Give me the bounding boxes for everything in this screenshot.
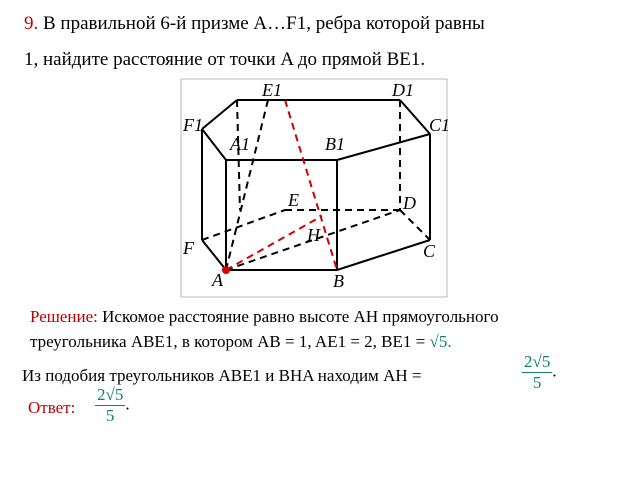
solution-line-2 bbox=[30, 332, 452, 352]
ah-numerator: 2√5 bbox=[524, 352, 551, 371]
solution-line-1 bbox=[30, 307, 499, 327]
answer-fraction: $\frac{2√5}{5}$ . bbox=[97, 385, 130, 425]
solution-line-3 bbox=[22, 366, 421, 386]
ah-fraction: $\frac{2√5}{5}$ . bbox=[524, 352, 557, 392]
label-e: E bbox=[288, 190, 299, 210]
label-b: B bbox=[333, 271, 344, 291]
label-a1: A1 bbox=[230, 134, 250, 154]
answer-line bbox=[28, 398, 75, 418]
problem-line-1 bbox=[24, 6, 630, 42]
point-a-marker bbox=[222, 266, 230, 274]
answer-numerator: 2√5 bbox=[97, 385, 124, 404]
label-b1: B1 bbox=[325, 134, 345, 154]
answer-label: Ответ: bbox=[28, 398, 76, 417]
label-c: C bbox=[423, 241, 436, 261]
label-f1: F1 bbox=[183, 115, 203, 135]
problem-text-1: В правильной 6-й призме A…F1, ребра которой равны bbox=[43, 13, 485, 34]
label-d: D bbox=[403, 193, 416, 213]
label-e1: E1 bbox=[262, 80, 282, 100]
solution-text-2: треугольника ABE1, в котором AB = 1, AE1 = 2, BE1 = bbox=[30, 332, 426, 351]
problem-statement bbox=[24, 6, 630, 78]
ah-denominator: 5 bbox=[532, 373, 542, 392]
solution-label: Решение: bbox=[30, 307, 98, 326]
problem-number: 9. bbox=[24, 13, 39, 34]
label-a: A bbox=[212, 270, 223, 290]
answer-denominator: 5 bbox=[105, 406, 115, 425]
be1-value: √5. bbox=[429, 332, 452, 351]
solution-text-1: Искомое расстояние равно высоте AH прямоугольного bbox=[102, 307, 499, 326]
label-d1: D1 bbox=[392, 80, 414, 100]
solution-text-3: Из подобия треугольников ABE1 и BHA находим AH = bbox=[22, 366, 422, 385]
prism-figure bbox=[180, 78, 450, 300]
label-c1: C1 bbox=[429, 115, 450, 135]
problem-line-2: 1, найдите расстояние от точки A до прямой BE1. bbox=[24, 49, 426, 70]
label-h: H bbox=[307, 225, 320, 245]
label-f: F bbox=[183, 238, 194, 258]
